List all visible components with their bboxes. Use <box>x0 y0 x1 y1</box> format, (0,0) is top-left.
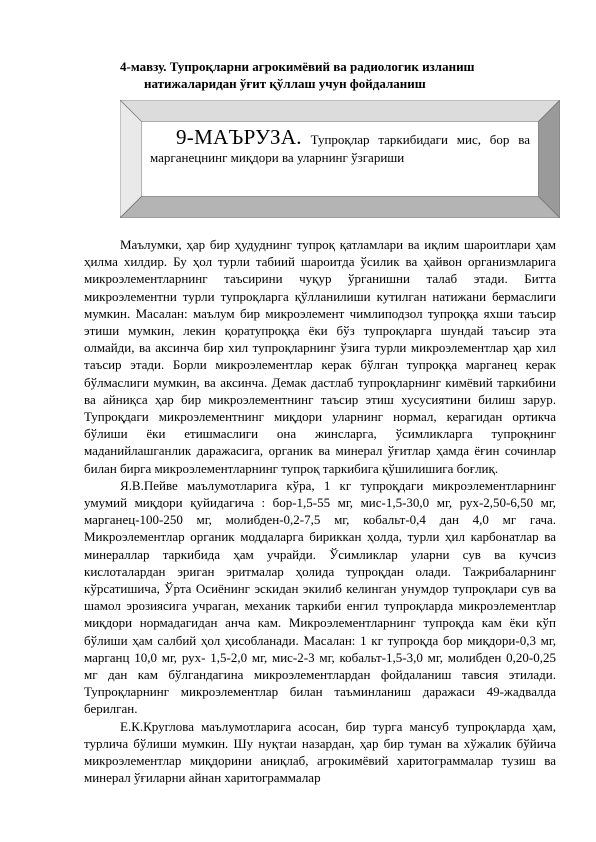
topic-heading-line-2: натижаларидан ўғит қўллаш учун фойдаланиш <box>144 76 426 91</box>
paragraph-3: Е.К.Круглова маълумотларига асосан, бир турга мансуб тупроқларда ҳам, турлича бўлиши мумкин. Шу нуқтаи назардан, ҳар бир туман ва хўжалик бўйича микроэлементлар миқдорини аниқлаб, агрокимёвий харитограммалар тузиш ва минерал ўғиларни айнан харитограммалар <box>84 718 556 786</box>
topic-heading-line-1: 4-мавзу. Тупроқларни агрокимёвий ва радиологик изланиш <box>120 59 475 74</box>
paragraph-1: Маълумки, ҳар бир ҳудуднинг тупроқ қатламлари ва иқлим шароитлари ҳам ҳилма хилдир. Бу ҳол турли табиий шароитда ўсилик ва ҳайвон организмларига микроэлементларнинг таъсирини чуқур ўрганишни талаб этади. Битта микроэлементни турли тупроқларга қўлланилиши кутилган натижани бермаслиги мумкин. Масалан: маълум бир микроэлемент чимлиподзол тупроққа яхши таъсир этиши мумкин, лекин қоратупроққа ёки бўз тупроқларга шундай таъсир эта олмайди, ва аксинча бир хил тупроқларнинг ўзига турли микроэлементлар ҳар хил таъсир этади. Борли микроэлементлар керак бўлган тупроққа марганец керак бўлмаслиги мумкин, ва аксинча. Демак дастлаб тупроқларнинг кимёвий таркибини ва айниқса ҳар бир микроэлементнинг таъсир этиш хусусиятини билиш зарур. Тупроқдаги микроэлементнинг миқдори уларнинг нормал, керагидан ортикча бўлиши ёки етишмаслиги она жинсларга, ўсимликларга тупроқнинг маданийлашганлик даражасига, органик ва минерал ўғитлар ҳамда ёғин сочинлар билан бирга микроэлементларнинг тупроқ таркибига қўшилишига боғлиқ. <box>84 237 556 476</box>
topic-heading <box>120 58 540 92</box>
lecture-title-box <box>120 100 560 218</box>
lecture-title: Тупроқлар таркибидаги мис, бор ва марганецнинг миқдори ва уларнинг ўзгариши <box>150 132 530 165</box>
lecture-body <box>84 236 556 787</box>
lecture-title-text <box>142 122 538 196</box>
paragraph-2: Я.В.Пейве маълумотларига кўра, 1 кг тупроқдаги микроэлементларнинг умумий миқдори қуйидагича : бор-1,5-55 мг, мис-1,5-30,0 мг, рух-2,50-6,50 мг, марганец-100-250 мг, молибден-0,2-7,5 мг, кобальт-0,4 дан 4,0 мг гача. Микроэлементлар органик моддаларга бириккан ҳолда, турли ҳил карбонатлар ва минераллар таркибида ҳам учрайди. Ўсимликлар уларни сув ва кучсиз кислоталардан эриган эритмалар ҳолида тупроқдан олади. Тажрибаларнинг кўрсатишича, Ўрта Осиёнинг эскидан экилиб келинган унумдор тупроқлари сув ва шамол эрозиясига учраган, механик таркиби енгил тупроқларда микроэлементлар миқдори нормадагидан анча кам. Микроэлементларнинг тупроқда кам ёки кўп бўлиши ҳам салбий ҳол ҳисобланади. Масалан: 1 кг тупроқда бор миқдори-0,3 мг, марганц 10,0 мг, рух- 1,5-2,0 мг, мис-2-3 мг, кобальт-1,5-3,0 мг, молибден 0,20-0,25 мг дан кам бўлгандагина микроэлементлардан фойдаланиш тавсия этилади. Тупроқларнинг микроэлементлар билан таъминланиш даражаси 49-жадвалда берилган. <box>84 477 556 717</box>
lecture-number: 9-МАЪРУЗА. <box>176 125 302 149</box>
